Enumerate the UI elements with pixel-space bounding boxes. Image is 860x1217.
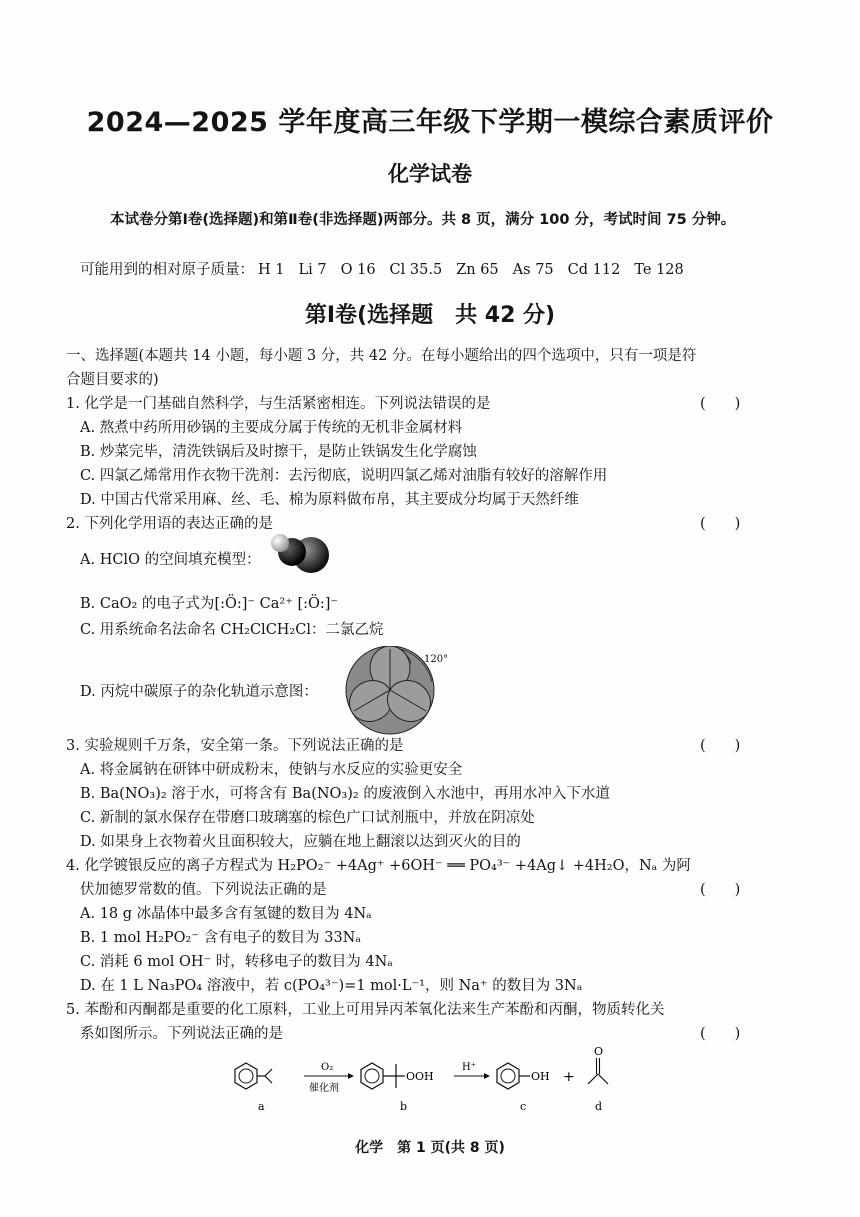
ooh-group: OOH [406, 1070, 434, 1083]
mass-zn: Zn 65 [456, 262, 499, 278]
label-c: c [520, 1100, 527, 1113]
exam-subtitle: 化学试卷 [388, 162, 472, 186]
q3-stem: 3. 实验规则千万条，安全第一条。下列说法正确的是 [66, 738, 404, 754]
mass-te: Te 128 [634, 262, 684, 278]
q3-option-c: C. 新制的氯水保存在带磨口玻璃塞的棕色广口试剂瓶中，并放在阴凉处 [80, 810, 535, 826]
q1-option-a: A. 熬煮中药所用砂锅的主要成分属于传统的无机非金属材料 [80, 420, 463, 436]
q5-stem-2: 系如图所示。下列说法正确的是 [80, 1026, 283, 1042]
compound-b [361, 1063, 434, 1113]
reagent-catalyst: 催化剂 [309, 1083, 339, 1094]
reaction-scheme [220, 1040, 640, 1120]
oxygen-atom: O [594, 1045, 604, 1058]
q1-option-c: C. 四氯乙烯常用作衣物干洗剂：去污彻底，说明四氯乙烯对油脂有较好的溶解作用 [80, 468, 608, 484]
q2-answer-paren: ( ) [700, 516, 741, 532]
atomic-masses-label: 可能用到的相对原子质量： [80, 262, 254, 278]
page-footer: 化学 第 1 页(共 8 页) [355, 1140, 505, 1156]
q4-answer-paren: ( ) [700, 882, 741, 898]
mass-as: As 75 [512, 262, 554, 278]
q4-option-a: A. 18 g 冰晶体中最多含有氢键的数目为 4Nₐ [80, 906, 372, 922]
angle-label: 120° [424, 654, 449, 665]
mass-cd: Cd 112 [567, 262, 621, 278]
mass-cl: Cl 35.5 [389, 262, 443, 278]
hclo-space-filling-model [268, 530, 332, 578]
reagent-hplus: H⁺ [462, 1062, 476, 1073]
q4-option-c: C. 消耗 6 mol OH⁻ 时，转移电子的数目为 4Nₐ [80, 954, 393, 970]
label-a: a [258, 1100, 265, 1113]
q4-stem-2: 伏加德罗常数的值。下列说法正确的是 [80, 882, 327, 898]
compound-d [588, 1045, 608, 1113]
q1-stem: 1. 化学是一门基础自然科学，与生活紧密相连。下列说法错误的是 [66, 396, 491, 412]
mass-o: O 16 [340, 262, 376, 278]
q2-option-a: A. HClO 的空间填充模型： [80, 552, 261, 568]
sp2-orbital-diagram [338, 646, 458, 736]
q2-option-d: D. 丙烷中碳原子的杂化轨道示意图： [80, 684, 318, 700]
exam-title: 2024—2025 学年度高三年级下学期一模综合素质评价 [86, 107, 774, 138]
q1-option-b: B. 炒菜完毕，清洗铁锅后及时擦干，是防止铁锅发生化学腐蚀 [80, 444, 477, 460]
section-instructions-1: 一、选择题(本题共 14 小题，每小题 3 分，共 42 分。在每小题给出的四个选项中，只有一项是符 [66, 348, 697, 364]
oh-group: OH [531, 1070, 550, 1083]
mass-li: Li 7 [298, 262, 327, 278]
q5-stem-1: 5. 苯酚和丙酮都是重要的化工原料，工业上可用异丙苯氧化法来生产苯酚和丙酮，物质转化关 [66, 1002, 665, 1018]
q4-option-b: B. 1 mol H₂PO₂⁻ 含有电子的数目为 33Nₐ [80, 930, 361, 946]
q3-answer-paren: ( ) [700, 738, 741, 754]
q2-option-b-text: B. CaO₂ 的电子式为 [80, 596, 215, 612]
compound-a [235, 1063, 272, 1113]
section-title: 第Ⅰ卷(选择题 共 42 分) [304, 303, 556, 328]
q2-stem: 2. 下列化学用语的表达正确的是 [66, 516, 273, 532]
plus-sign: + [563, 1069, 575, 1085]
cao2-electron-formula: [:Ö:]⁻ Ca²⁺ [:Ö:]⁻ [214, 596, 339, 612]
q3-option-b: B. Ba(NO₃)₂ 溶于水，可将含有 Ba(NO₃)₂ 的废液倒入水池中，再用水冲入下水道 [80, 786, 610, 802]
section-instructions-2: 合题目要求的) [66, 372, 159, 388]
reagent-o2: O₂ [321, 1062, 334, 1073]
mass-h: H 1 [258, 262, 285, 278]
label-b: b [400, 1100, 408, 1113]
q1-option-d: D. 中国古代常采用麻、丝、毛、棉为原料做布帛，其主要成分均属于天然纤维 [80, 492, 579, 508]
q3-option-d: D. 如果身上衣物着火且面积较大，应躺在地上翻滚以达到灭火的目的 [80, 834, 521, 850]
q1-answer-paren: ( ) [700, 396, 741, 412]
q2-option-c: C. 用系统命名法命名 CH₂ClCH₂Cl：二氯乙烷 [80, 622, 384, 638]
compound-c [497, 1063, 550, 1113]
q3-option-a: A. 将金属钠在研钵中研成粉末，使钠与水反应的实验更安全 [80, 762, 463, 778]
q2-option-b [80, 592, 338, 613]
q4-stem-1: 4. 化学镀银反应的离子方程式为 H₂PO₂⁻ +4Ag⁺ +6OH⁻ ══ PO₄³⁻ +4Ag↓ +4H₂O，Nₐ 为阿 [66, 858, 691, 874]
q4-option-d: D. 在 1 L Na₃PO₄ 溶液中，若 c(PO₄³⁻)=1 mol·L⁻¹，则 Na⁺ 的数目为 3Nₐ [80, 978, 583, 994]
atomic-masses [80, 258, 698, 279]
q5-answer-paren: ( ) [700, 1026, 741, 1042]
exam-intro: 本试卷分第Ⅰ卷(选择题)和第Ⅱ卷(非选择题)两部分。共 8 页，满分 100 分，考试时间 75 分钟。 [110, 212, 736, 228]
label-d: d [595, 1100, 603, 1113]
